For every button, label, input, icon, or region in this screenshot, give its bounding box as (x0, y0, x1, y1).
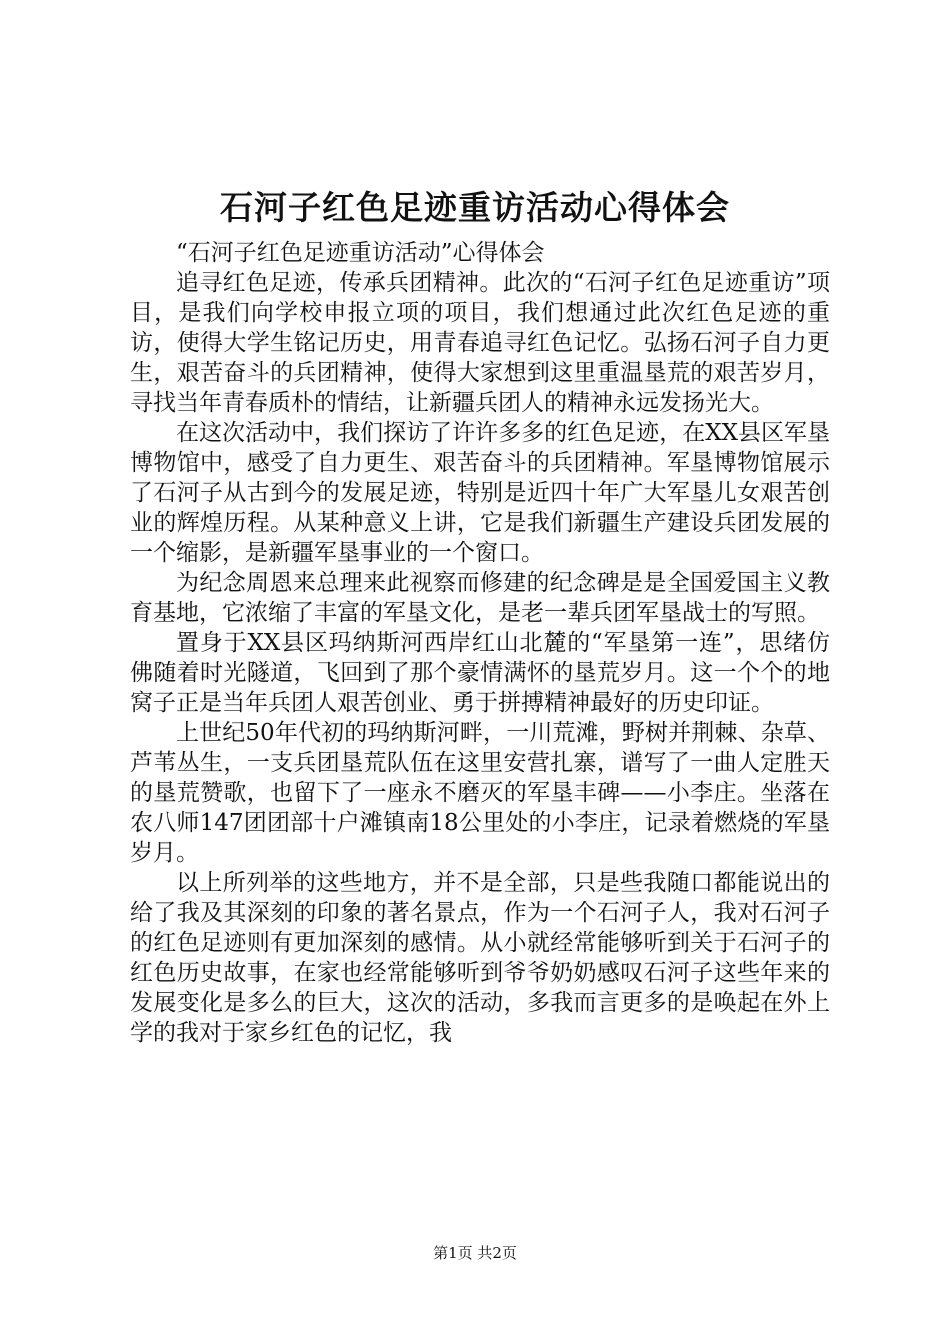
document-body (130, 238, 830, 1048)
document-title: 石河子红色足迹重访活动心得体会 (220, 188, 730, 227)
paragraph: 置身于XX县区玛纳斯河西岸红山北麓的“军垦第一连”，思绪仿佛随着时光隧道，飞回到了那个豪情满怀的垦荒岁月。这一个个的地窝子正是当年兵团人艰苦创业、勇于拼搏精神最好的历史印证。 (130, 630, 830, 716)
paragraph: 以上所列举的这些地方，并不是全部，只是些我随口都能说出的给了我及其深刻的印象的著名景点，作为一个石河子人，我对石河子的红色足迹则有更加深刻的感情。从小就经常能够听到关于石河子的红色历史故事，在家也经常能够听到爷爷奶奶感叹石河子这些年来的发展变化是多么的巨大，这次的活动，多我而言更多的是唤起在外上学的我对于家乡红色的记忆，我 (130, 870, 830, 1046)
page-number-footer: 第1页 共2页 (433, 1244, 517, 1262)
paragraph: 为纪念周恩来总理来此视察而修建的纪念碑是是全国爱国主义教育基地，它浓缩了丰富的军垦文化，是老一辈兵团军垦战士的写照。 (130, 570, 830, 626)
paragraph: 追寻红色足迹，传承兵团精神。此次的“石河子红色足迹重访”项目，是我们向学校申报立项的项目，我们想通过此次红色足迹的重访，使得大学生铭记历史，用青春追寻红色记忆。弘扬石河子自力更生，艰苦奋斗的兵团精神，使得大家想到这里重温垦荒的艰苦岁月，寻找当年青春质朴的情结，让新疆兵团人的精神永远发扬光大。 (130, 270, 830, 416)
paragraph-subtitle: “石河子红色足迹重访活动”心得体会 (176, 240, 545, 266)
paragraph: 在这次活动中，我们探访了许许多多的红色足迹，在XX县区军垦博物馆中，感受了自力更生、艰苦奋斗的兵团精神。军垦博物馆展示了石河子从古到今的发展足迹，特别是近四十年广大军垦儿女艰苦创业的辉煌历程。从某种意义上讲，它是我们新疆生产建设兵团发展的一个缩影，是新疆军垦事业的一个窗口。 (130, 420, 830, 566)
paragraph: 上世纪50年代初的玛纳斯河畔，一川荒滩，野树并荆棘、杂草、芦苇丛生，一支兵团垦荒队伍在这里安营扎寨，谱写了一曲人定胜天的垦荒赞歌，也留下了一座永不磨灭的军垦丰碑——小李庄。坐落在农八师147团团部十户滩镇南18公里处的小李庄，记录着燃烧的军垦岁月。 (130, 720, 830, 866)
